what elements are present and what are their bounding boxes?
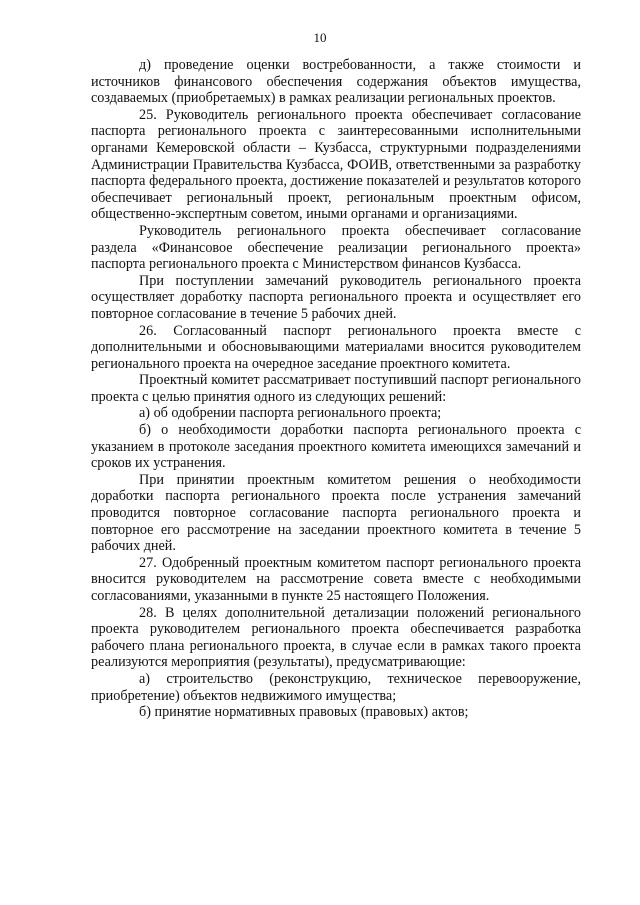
paragraph-26: 26. Согласованный паспорт регионального проекта вместе с дополнительными и обосновывающими материалами вносится руководителем регионального проекта на очередное заседание проектного комитета. (91, 322, 581, 372)
paragraph-25-remarks: При поступлении замечаний руководитель регионального проекта осуществляет доработку паспорта регионального проекта и осуществляет его повторное согласование в течение 5 рабочих дней. (91, 272, 581, 322)
paragraph-25: 25. Руководитель регионального проекта обеспечивает согласование паспорта регионального проекта с заинтересованными исполнительными органами Кемеровской области – Кузбасса, структурными подразделениями Администрации Правительства Кузбасса, ФОИВ, ответственными за разработку паспорта федерального проекта, достижение показателей и результатов которого обеспечивает региональный проект, региональным проектным офисом, общественно-экспертным советом, иными органами и организациями. (91, 106, 581, 223)
document-body (91, 57, 581, 721)
paragraph-26-committee: Проектный комитет рассматривает поступивший паспорт регионального проекта с целью принятия одного из следующих решений: (91, 372, 581, 405)
paragraph-28-option-a: а) строительство (реконструкцию, техническое перевооружение, приобретение) объектов недвижимого имущества; (91, 670, 581, 704)
paragraph-26-repeat: При принятии проектным комитетом решения о необходимости доработки паспорта регионального проекта после устранения замечаний проводится повторное согласование паспорта регионального проекта и повторное его рассмотрение на заседании проектного комитета в течение 5 рабочих дней. (91, 471, 581, 555)
paragraph-28: 28. В целях дополнительной детализации положений регионального проекта руководителем регионального проекта обеспечивается разработка рабочего плана регионального проекта, в случае если в рамках такого проекта реализуются мероприятия (результаты), предусматривающие: (91, 604, 581, 671)
paragraph-27: 27. Одобренный проектным комитетом паспорт регионального проекта вносится руководителем на рассмотрение совета вместе с необходимыми согласованиями, указанными в пункте 25 настоящего Положения. (91, 554, 581, 604)
paragraph-25-financial: Руководитель регионального проекта обеспечивает согласование раздела «Финансовое обеспечение реализации регионального проекта» паспорта регионального проекта с Министерством финансов Кузбасса. (91, 222, 581, 273)
paragraph-26-option-b: б) о необходимости доработки паспорта регионального проекта с указанием в протоколе заседания проектного комитета имеющихся замечаний и сроков их устранения. (91, 422, 581, 472)
paragraph-28-option-b: б) принятие нормативных правовых (правовых) актов; (139, 704, 469, 721)
paragraph-item-d: д) проведение оценки востребованности, а также стоимости и источников финансового обеспечения содержания объектов имущества, создаваемых (приобретаемых) в рамках реализации региональных проектов. (91, 57, 581, 107)
paragraph-26-option-a: а) об одобрении паспорта регионального проекта; (139, 405, 442, 422)
page-number: 10 (313, 30, 327, 45)
